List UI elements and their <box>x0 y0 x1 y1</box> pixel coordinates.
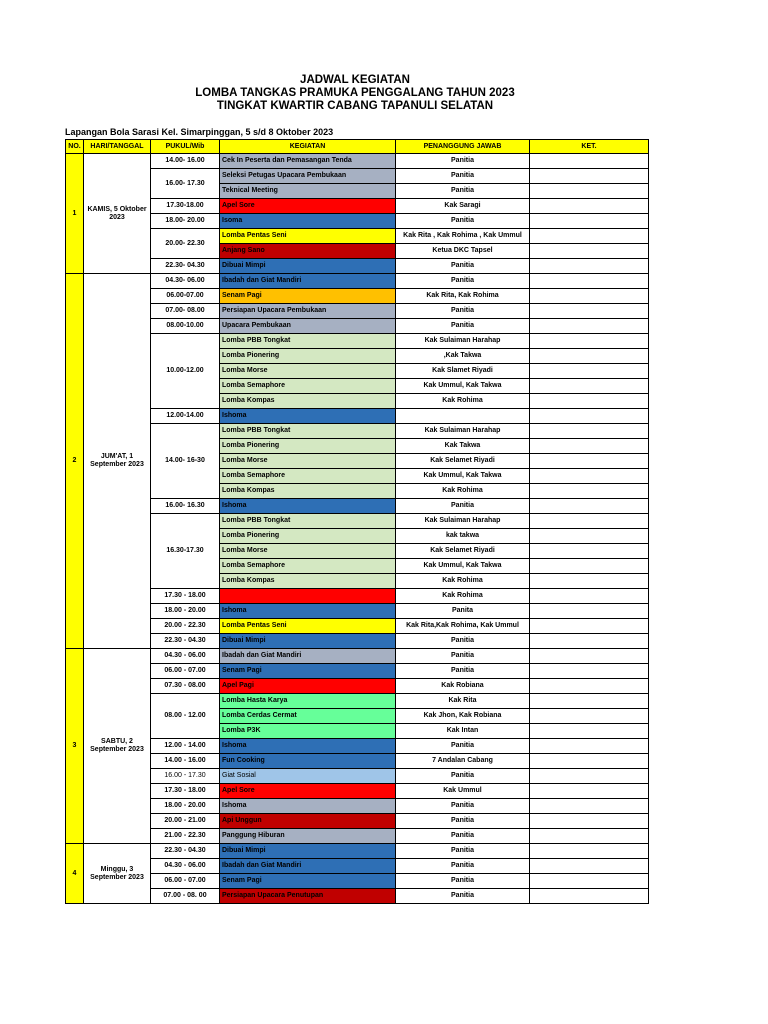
time-cell: 16.00- 16.30 <box>151 499 220 514</box>
time-cell: 14.00- 16-30 <box>151 424 220 499</box>
time-cell: 07.00- 08.00 <box>151 304 220 319</box>
note-cell <box>530 184 649 199</box>
note-cell <box>530 154 649 169</box>
location-line: Lapangan Bola Sarasi Kel. Simarpinggan, 5 s/d 8 Oktober 2023 <box>65 127 334 137</box>
responsible-cell: Panitia <box>396 634 530 649</box>
header-no: NO. <box>66 140 84 154</box>
table-row <box>66 874 649 889</box>
time-cell: 20.00- 22.30 <box>151 229 220 259</box>
activity-cell: Lomba Kompas <box>220 394 396 409</box>
activity-cell: Lomba PBB Tongkat <box>220 514 396 529</box>
note-cell <box>530 514 649 529</box>
time-cell: 08.00-10.00 <box>151 319 220 334</box>
note-cell <box>530 844 649 859</box>
time-cell: 21.00 - 22.30 <box>151 829 220 844</box>
activity-cell: Panggung Hiburan <box>220 829 396 844</box>
time-cell: 18.00 - 20.00 <box>151 604 220 619</box>
responsible-cell: 7 Andalan Cabang <box>396 754 530 769</box>
header-day: HARI/TANGGAL <box>84 140 151 154</box>
table-row <box>66 334 649 349</box>
note-cell <box>530 259 649 274</box>
note-cell <box>530 784 649 799</box>
note-cell <box>530 619 649 634</box>
note-cell <box>530 679 649 694</box>
table-row <box>66 319 649 334</box>
activity-cell: Fun Cooking <box>220 754 396 769</box>
note-cell <box>530 454 649 469</box>
table-row <box>66 664 649 679</box>
responsible-cell: Panitia <box>396 859 530 874</box>
activity-cell: Senam Pagi <box>220 289 396 304</box>
note-cell <box>530 604 649 619</box>
time-cell: 12.00-14.00 <box>151 409 220 424</box>
note-cell <box>530 439 649 454</box>
note-cell <box>530 559 649 574</box>
note-cell <box>530 769 649 784</box>
table-row <box>66 229 649 244</box>
schedule-table <box>65 139 649 904</box>
activity-cell <box>220 589 396 604</box>
responsible-cell: Panitia <box>396 304 530 319</box>
responsible-cell: Kak Rohima <box>396 394 530 409</box>
responsible-cell: Panitia <box>396 814 530 829</box>
note-cell <box>530 244 649 259</box>
responsible-cell: Kak Slamet Riyadi <box>396 364 530 379</box>
responsible-cell: Kak Rohima <box>396 589 530 604</box>
responsible-cell: Kak Rita <box>396 694 530 709</box>
responsible-cell: Kak Rohima <box>396 574 530 589</box>
activity-cell: Senam Pagi <box>220 874 396 889</box>
activity-cell: Persiapan Upacara Penutupan <box>220 889 396 904</box>
table-row <box>66 409 649 424</box>
activity-cell: Isoma <box>220 214 396 229</box>
responsible-cell: Panitia <box>396 274 530 289</box>
table-row <box>66 889 649 904</box>
activity-cell: Ishoma <box>220 799 396 814</box>
responsible-cell: Kak Selamet Riyadi <box>396 454 530 469</box>
activity-cell: Lomba P3K <box>220 724 396 739</box>
activity-cell: Lomba Morse <box>220 544 396 559</box>
note-cell <box>530 859 649 874</box>
responsible-cell: Panitia <box>396 184 530 199</box>
day-number: 4 <box>66 844 84 904</box>
activity-cell: Dibuai Mimpi <box>220 634 396 649</box>
table-row <box>66 784 649 799</box>
time-cell: 22.30- 04.30 <box>151 259 220 274</box>
note-cell <box>530 484 649 499</box>
note-cell <box>530 724 649 739</box>
table-row <box>66 274 649 289</box>
responsible-cell: Panitia <box>396 649 530 664</box>
note-cell <box>530 169 649 184</box>
note-cell <box>530 829 649 844</box>
note-cell <box>530 394 649 409</box>
table-row <box>66 199 649 214</box>
note-cell <box>530 799 649 814</box>
time-cell: 17.30-18.00 <box>151 199 220 214</box>
activity-cell: Lomba Pentas Seni <box>220 229 396 244</box>
table-row <box>66 829 649 844</box>
activity-cell: Apel Pagi <box>220 679 396 694</box>
table-row <box>66 589 649 604</box>
table-row <box>66 154 649 169</box>
day-date: SABTU, 2 September 2023 <box>84 649 151 844</box>
header-ket: KET. <box>530 140 649 154</box>
day-date: JUM'AT, 1 September 2023 <box>84 274 151 649</box>
table-row <box>66 424 649 439</box>
time-cell: 16.30-17.30 <box>151 514 220 589</box>
table-row <box>66 634 649 649</box>
activity-cell: Giat Sosial <box>220 769 396 784</box>
responsible-cell: Kak Intan <box>396 724 530 739</box>
time-cell: 04.30- 06.00 <box>151 274 220 289</box>
time-cell: 14.00- 16.00 <box>151 154 220 169</box>
activity-cell: Lomba Semaphore <box>220 559 396 574</box>
note-cell <box>530 664 649 679</box>
header-pj: PENANGGUNG JAWAB <box>396 140 530 154</box>
day-date: KAMIS, 5 Oktober 2023 <box>84 154 151 274</box>
table-row <box>66 769 649 784</box>
responsible-cell: Panitia <box>396 874 530 889</box>
time-cell: 12.00 - 14.00 <box>151 739 220 754</box>
time-cell: 06.00 - 07.00 <box>151 874 220 889</box>
activity-cell: Lomba Hasta Karya <box>220 694 396 709</box>
note-cell <box>530 589 649 604</box>
note-cell <box>530 694 649 709</box>
responsible-cell: kak takwa <box>396 529 530 544</box>
table-row <box>66 844 649 859</box>
note-cell <box>530 274 649 289</box>
responsible-cell: Panitia <box>396 739 530 754</box>
responsible-cell: Kak Rohima <box>396 484 530 499</box>
day-number: 1 <box>66 154 84 274</box>
activity-cell: Lomba Cerdas Cermat <box>220 709 396 724</box>
activity-cell: Api Unggun <box>220 814 396 829</box>
table-row <box>66 739 649 754</box>
activity-cell: Lomba Pentas Seni <box>220 619 396 634</box>
activity-cell: Lomba PBB Tongkat <box>220 334 396 349</box>
table-row <box>66 799 649 814</box>
note-cell <box>530 469 649 484</box>
time-cell: 06.00-07.00 <box>151 289 220 304</box>
table-row <box>66 619 649 634</box>
table-row <box>66 499 649 514</box>
responsible-cell: Panitia <box>396 169 530 184</box>
time-cell: 06.00 - 07.00 <box>151 664 220 679</box>
table-row <box>66 754 649 769</box>
time-cell: 10.00-12.00 <box>151 334 220 409</box>
document-title-block <box>0 74 710 113</box>
note-cell <box>530 229 649 244</box>
activity-cell: Teknical Meeting <box>220 184 396 199</box>
responsible-cell: Panitia <box>396 889 530 904</box>
time-cell: 07.30 - 08.00 <box>151 679 220 694</box>
responsible-cell <box>396 409 530 424</box>
table-row <box>66 859 649 874</box>
time-cell: 22.30 - 04.30 <box>151 634 220 649</box>
table-header <box>66 140 649 154</box>
responsible-cell: Panitia <box>396 664 530 679</box>
note-cell <box>530 379 649 394</box>
note-cell <box>530 649 649 664</box>
activity-cell: Ibadah dan Giat Mandiri <box>220 649 396 664</box>
responsible-cell: Kak Saragi <box>396 199 530 214</box>
time-cell: 16.00 - 17.30 <box>151 769 220 784</box>
note-cell <box>530 544 649 559</box>
table-row <box>66 304 649 319</box>
activity-cell: Lomba PBB Tongkat <box>220 424 396 439</box>
activity-cell: Cek In Peserta dan Pemasangan Tenda <box>220 154 396 169</box>
time-cell: 18.00- 20.00 <box>151 214 220 229</box>
responsible-cell: Panita <box>396 604 530 619</box>
note-cell <box>530 739 649 754</box>
activity-cell: Ishoma <box>220 499 396 514</box>
activity-cell: Apel Sore <box>220 199 396 214</box>
header-time: PUKUL/Wib <box>151 140 220 154</box>
responsible-cell: Kak Ummul, Kak Takwa <box>396 379 530 394</box>
table-row <box>66 514 649 529</box>
responsible-cell: Panitia <box>396 214 530 229</box>
time-cell: 17.30 - 18.00 <box>151 784 220 799</box>
note-cell <box>530 364 649 379</box>
time-cell: 14.00 - 16.00 <box>151 754 220 769</box>
table-row <box>66 289 649 304</box>
table-row <box>66 214 649 229</box>
activity-cell: Lomba Kompas <box>220 574 396 589</box>
responsible-cell: Kak Takwa <box>396 439 530 454</box>
activity-cell: Lomba Semaphore <box>220 469 396 484</box>
time-cell: 08.00 - 12.00 <box>151 694 220 739</box>
responsible-cell: Kak Rita, Kak Rohima <box>396 289 530 304</box>
note-cell <box>530 349 649 364</box>
note-cell <box>530 889 649 904</box>
table-row <box>66 694 649 709</box>
responsible-cell: Panitia <box>396 259 530 274</box>
table-body <box>66 154 649 904</box>
activity-cell: Dibuai Mimpi <box>220 259 396 274</box>
note-cell <box>530 334 649 349</box>
responsible-cell: Panitia <box>396 319 530 334</box>
activity-cell: Lomba Pionering <box>220 529 396 544</box>
responsible-cell: Kak Ummul, Kak Takwa <box>396 469 530 484</box>
activity-cell: Lomba Semaphore <box>220 379 396 394</box>
activity-cell: Seleksi Petugas Upacara Pembukaan <box>220 169 396 184</box>
table-row <box>66 604 649 619</box>
responsible-cell: Kak Sulaiman Harahap <box>396 334 530 349</box>
table-row <box>66 169 649 184</box>
activity-cell: Ibadah dan Giat Mandiri <box>220 274 396 289</box>
note-cell <box>530 814 649 829</box>
table-row <box>66 259 649 274</box>
note-cell <box>530 424 649 439</box>
responsible-cell: Panitia <box>396 829 530 844</box>
responsible-cell: Kak Jhon, Kak Robiana <box>396 709 530 724</box>
time-cell: 07.00 - 08. 00 <box>151 889 220 904</box>
responsible-cell: Kak Robiana <box>396 679 530 694</box>
responsible-cell: Kak Rita,Kak Rohima, Kak Ummul <box>396 619 530 634</box>
note-cell <box>530 319 649 334</box>
activity-cell: Dibuai Mimpi <box>220 844 396 859</box>
note-cell <box>530 574 649 589</box>
activity-cell: Lomba Pionering <box>220 439 396 454</box>
day-date: Minggu, 3 September 2023 <box>84 844 151 904</box>
time-cell: 18.00 - 20.00 <box>151 799 220 814</box>
time-cell: 20.00 - 21.00 <box>151 814 220 829</box>
activity-cell: Lomba Morse <box>220 364 396 379</box>
day-number: 3 <box>66 649 84 844</box>
responsible-cell: Kak Selamet Riyadi <box>396 544 530 559</box>
activity-cell: Apel Sore <box>220 784 396 799</box>
note-cell <box>530 304 649 319</box>
title-line-3: TINGKAT KWARTIR CABANG TAPANULI SELATAN <box>216 100 494 112</box>
time-cell: 16.00- 17.30 <box>151 169 220 199</box>
day-number: 2 <box>66 274 84 649</box>
note-cell <box>530 499 649 514</box>
responsible-cell: Kak Ummul <box>396 784 530 799</box>
activity-cell: Anjang Sano <box>220 244 396 259</box>
table-row <box>66 649 649 664</box>
time-cell: 17.30 - 18.00 <box>151 589 220 604</box>
responsible-cell: Panitia <box>396 499 530 514</box>
activity-cell: Senam Pagi <box>220 664 396 679</box>
note-cell <box>530 754 649 769</box>
note-cell <box>530 529 649 544</box>
activity-cell: Ishoma <box>220 604 396 619</box>
responsible-cell: ,Kak Takwa <box>396 349 530 364</box>
responsible-cell: Kak Sulaiman Harahap <box>396 424 530 439</box>
header-activity: KEGIATAN <box>220 140 396 154</box>
activity-cell: Ishoma <box>220 409 396 424</box>
table-row <box>66 814 649 829</box>
note-cell <box>530 409 649 424</box>
time-cell: 04.30 - 06.00 <box>151 859 220 874</box>
activity-cell: Ishoma <box>220 739 396 754</box>
note-cell <box>530 634 649 649</box>
activity-cell: Lomba Kompas <box>220 484 396 499</box>
note-cell <box>530 874 649 889</box>
responsible-cell: Panitia <box>396 844 530 859</box>
activity-cell: Persiapan Upacara Pembukaan <box>220 304 396 319</box>
title-line-2: LOMBA TANGKAS PRAMUKA PENGGALANG TAHUN 2023 <box>195 87 515 99</box>
activity-cell: Lomba Morse <box>220 454 396 469</box>
time-cell: 20.00 - 22.30 <box>151 619 220 634</box>
responsible-cell: Panitia <box>396 769 530 784</box>
time-cell: 22.30 - 04.30 <box>151 844 220 859</box>
note-cell <box>530 709 649 724</box>
note-cell <box>530 214 649 229</box>
table-row <box>66 679 649 694</box>
responsible-cell: Ketua DKC Tapsel <box>396 244 530 259</box>
responsible-cell: Panitia <box>396 154 530 169</box>
responsible-cell: Kak Rita , Kak Rohima , Kak Ummul <box>396 229 530 244</box>
responsible-cell: Panitia <box>396 799 530 814</box>
activity-cell: Lomba Pionering <box>220 349 396 364</box>
responsible-cell: Kak Ummul, Kak Takwa <box>396 559 530 574</box>
time-cell: 04.30 - 06.00 <box>151 649 220 664</box>
title-line-1: JADWAL KEGIATAN <box>300 74 410 86</box>
note-cell <box>530 199 649 214</box>
note-cell <box>530 289 649 304</box>
activity-cell: Ibadah dan Giat Mandiri <box>220 859 396 874</box>
activity-cell: Upacara Pembukaan <box>220 319 396 334</box>
responsible-cell: Kak Sulaiman Harahap <box>396 514 530 529</box>
